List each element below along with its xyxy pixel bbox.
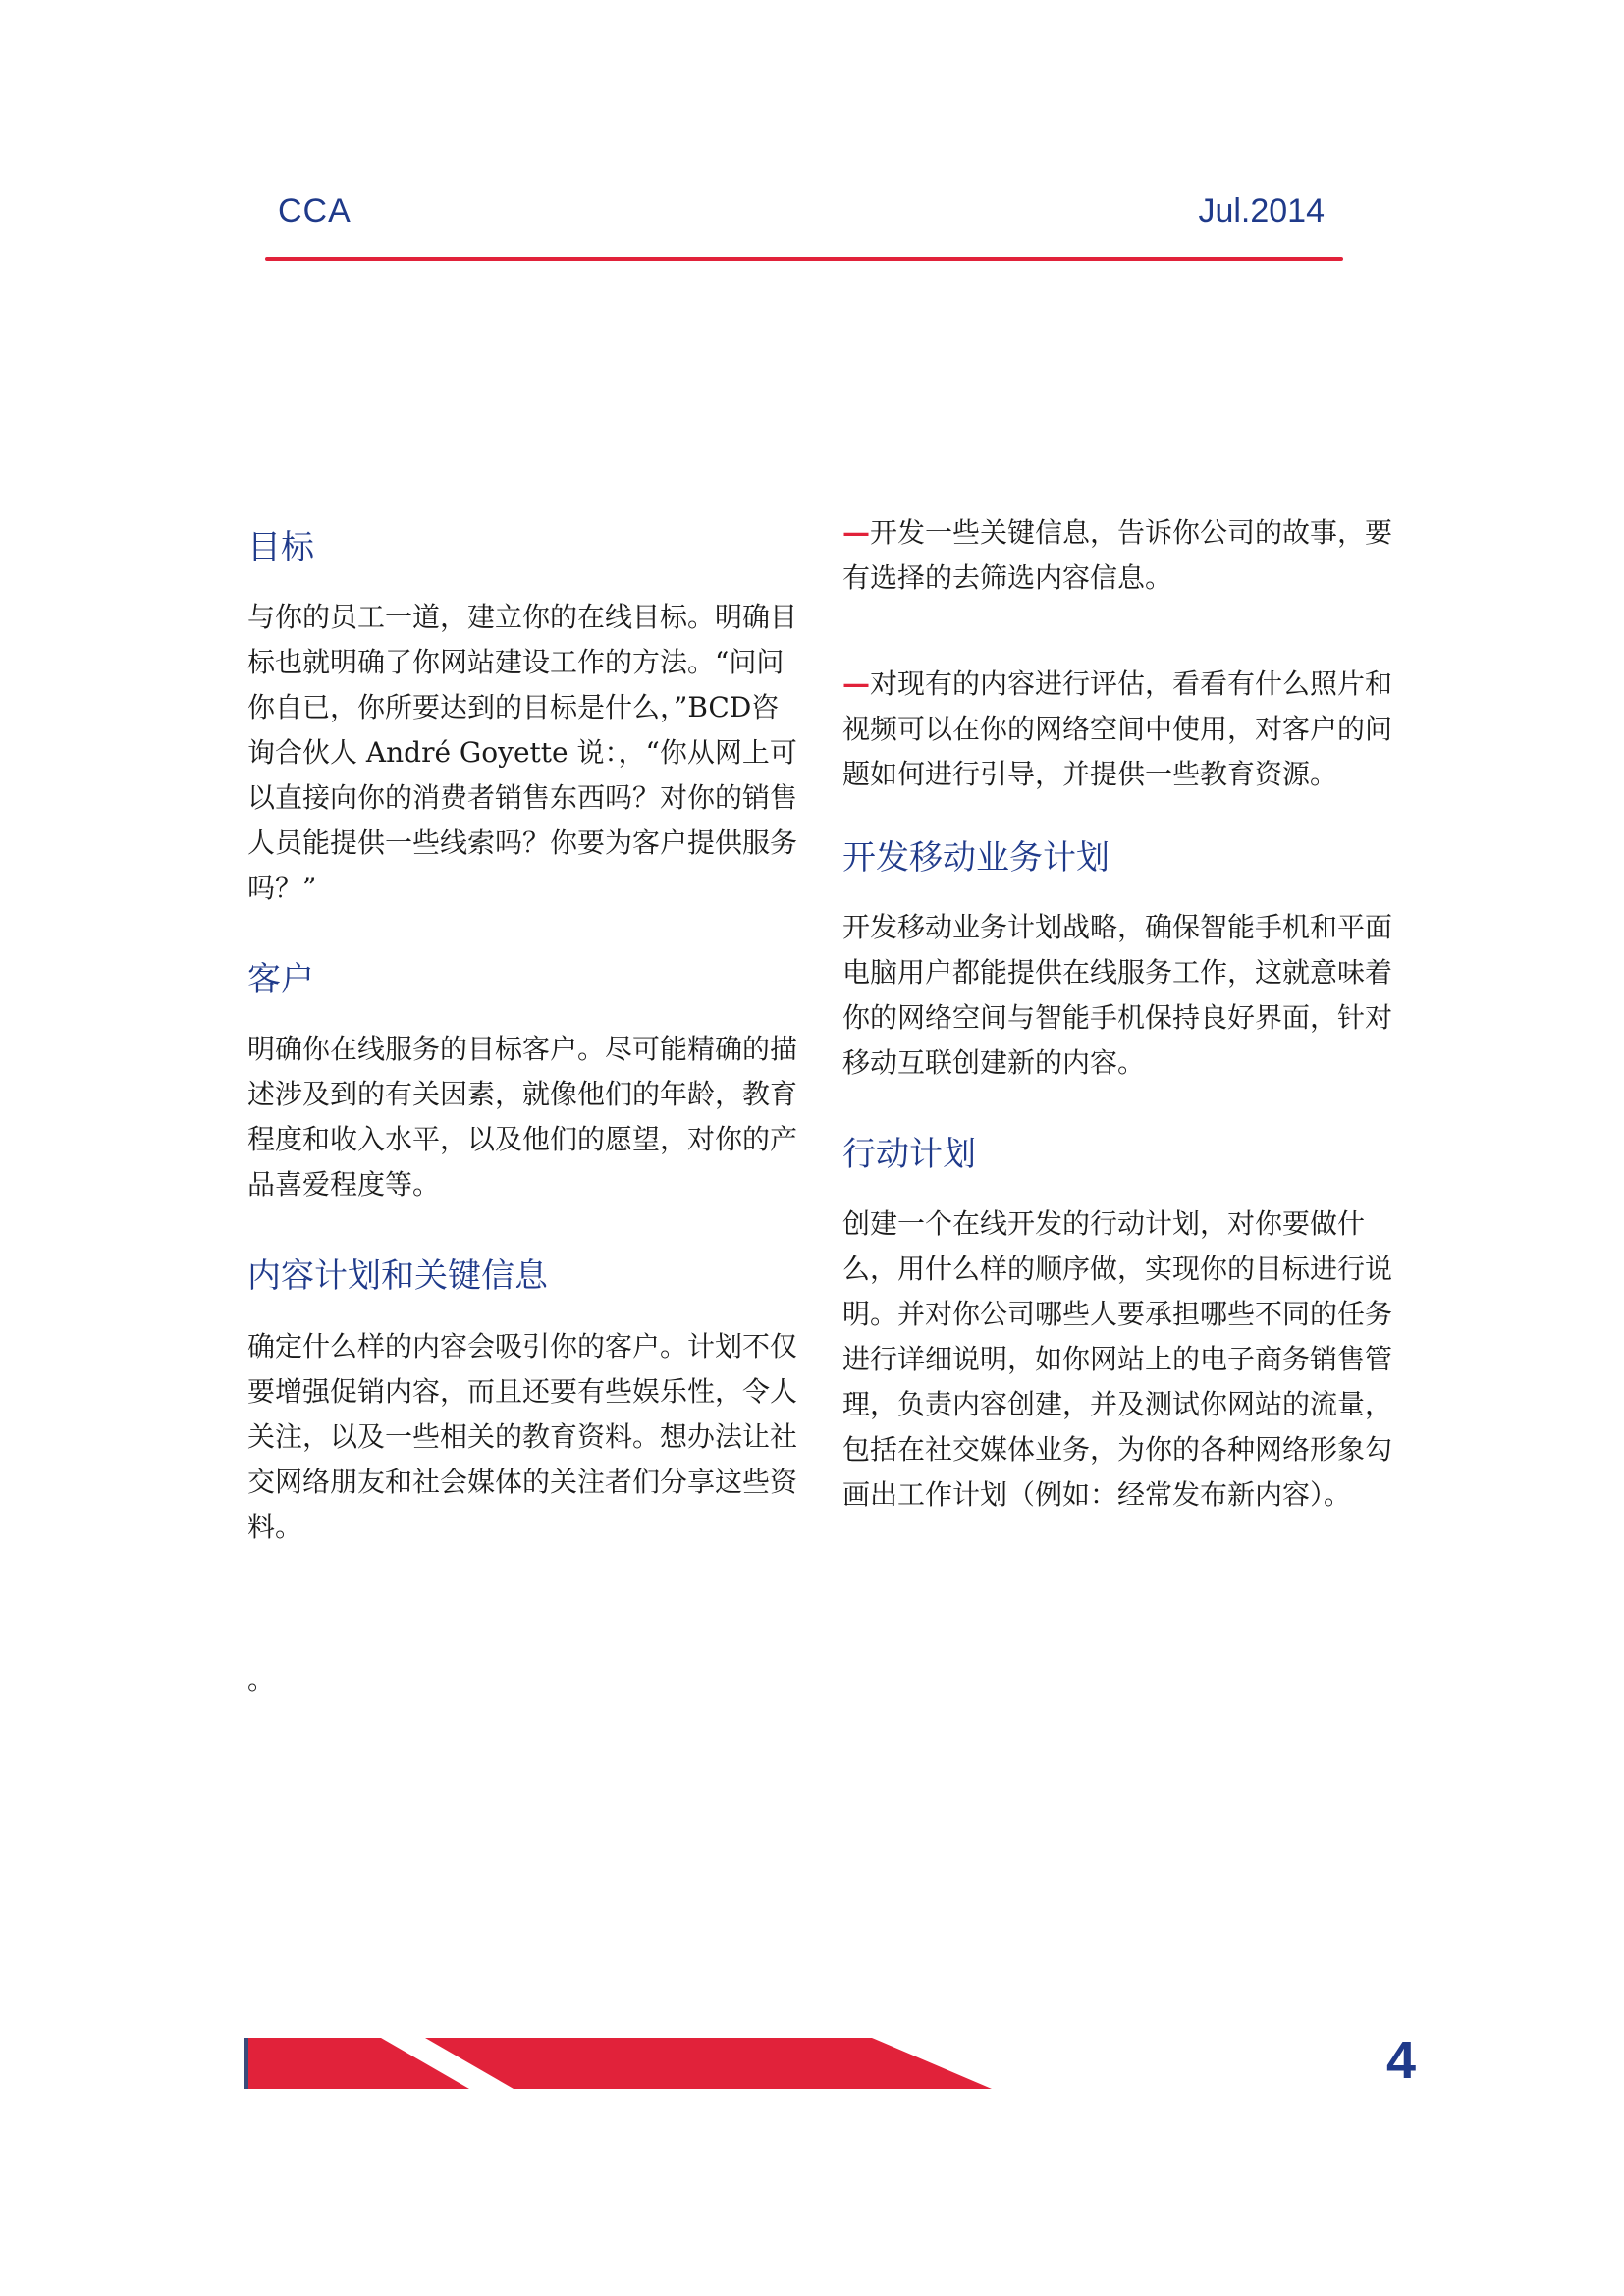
bullet-item <box>842 662 1392 797</box>
stray-punctuation: 。 <box>247 1664 276 1696</box>
bullet-dash: — <box>842 516 870 549</box>
section-action-plan <box>842 1133 1392 1518</box>
section-title: 客户 <box>247 960 314 1000</box>
footer-stripe-graphic <box>244 2034 1000 2095</box>
page-number: 4 <box>1385 2031 1416 2090</box>
section-body: 开发移动业务计划战略，确保智能手机和平面电脑用户都能提供在线服务工作，这就意味着你的网络空间与智能手机保持良好界面，针对移动互联创建新的内容。 <box>842 911 1393 1080</box>
header-divider <box>265 257 1343 261</box>
bullet-text: 对现有的内容进行评估，看看有什么照片和视频可以在你的网络空间中使用，对客户的问题如何进行引导，并提供一些教育资源。 <box>842 667 1393 790</box>
section-customers <box>247 958 797 1207</box>
section-body: 确定什么样的内容会吸引你的客户。计划不仅要增强促销内容，而且还要有些娱乐性，令人关注，以及一些相关的教育资料。想办法让社交网络朋友和社会媒体的关注者们分享这些资料。 <box>247 1329 798 1543</box>
header-publication: CCA <box>278 192 352 230</box>
section-title: 内容计划和关键信息 <box>247 1256 548 1297</box>
footer-bar-edge <box>244 2038 248 2089</box>
section-body: 创建一个在线开发的行动计划，对你要做什么，用什么样的顺序做，实现你的目标进行说明。并对你公司哪些人要承担哪些不同的任务进行详细说明，如你网站上的电子商务销售管理，负责内容创建，并及测试你网站的流量，包括在社交媒体业务，为你的各种网络形象勾画出工作计划（例如：经常发布新内容）。 <box>842 1207 1393 1512</box>
footer-stripe-right <box>425 2038 992 2089</box>
left-column <box>247 510 797 1597</box>
bullet-text: 开发一些关键信息，告诉你公司的故事，要有选择的去筛选内容信息。 <box>842 516 1393 594</box>
section-mobile-plan <box>842 836 1392 1086</box>
section-body: 明确你在线服务的目标客户。尽可能精确的描述涉及到的有关因素，就像他们的年龄，教育程度和收入水平，以及他们的愿望，对你的产品喜爱程度等。 <box>247 1033 798 1201</box>
section-title: 目标 <box>247 528 314 567</box>
bullet-dash: — <box>842 667 870 700</box>
section-goals <box>247 526 797 911</box>
section-body: 与你的员工一道，建立你的在线目标。明确目标也就明确了你网站建设工作的方法。“问问你自已，你所要达到的目标是什么，”BCD咨询合伙人 André Goyette 说：，“你从网上可以直接向你的消费者销售东西吗？对你的销售人员能提供一些线索吗？你要为客户提供服务吗？” <box>247 601 798 905</box>
section-content-plan <box>247 1255 797 1549</box>
section-title: 开发移动业务计划 <box>842 838 1110 878</box>
section-title: 行动计划 <box>842 1135 976 1175</box>
right-column <box>842 510 1392 1565</box>
header-date: Jul.2014 <box>1198 192 1325 230</box>
footer-stripe-left <box>248 2038 469 2089</box>
bullet-item <box>842 510 1392 601</box>
